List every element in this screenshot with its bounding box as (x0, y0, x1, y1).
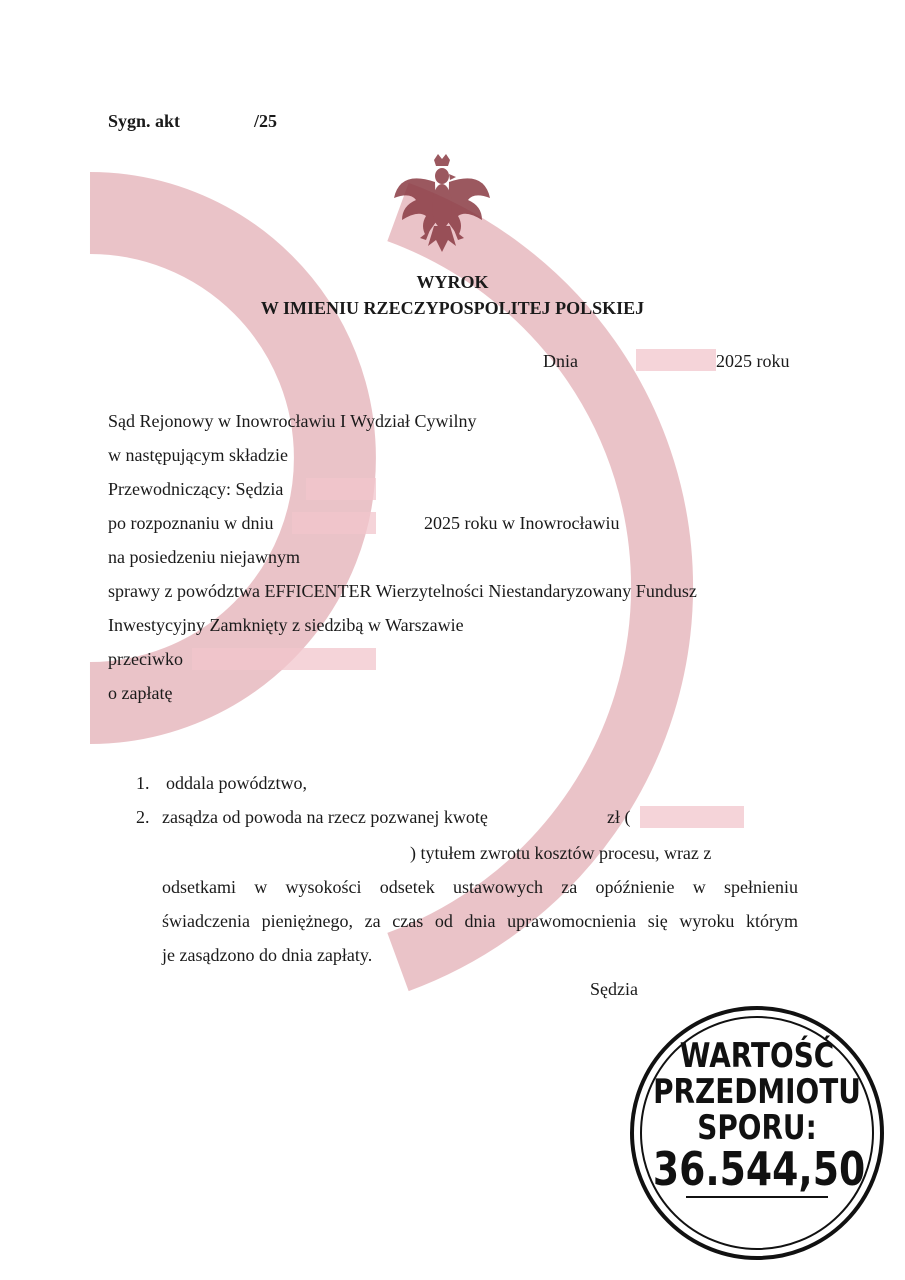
case-signature-suffix: /25 (254, 111, 278, 131)
presiding-judge: Przewodniczący: Sędzia (108, 479, 284, 499)
case-signature-label: Sygn. akt (108, 111, 181, 131)
ruling-1-text: oddala powództwo, (166, 773, 307, 793)
redaction-amount (640, 806, 744, 828)
plaintiff-line1: sprawy z powództwa EFFICENTER Wierzytelności Niestandaryzowany Fundusz (108, 581, 697, 601)
ruling-2-number: 2. (136, 807, 150, 827)
ruling-2-currency: zł ( (607, 807, 631, 827)
court-composition: w następującym składzie (108, 445, 288, 465)
date-prefix: Dnia (543, 351, 578, 371)
redaction-defendant (192, 648, 376, 670)
subject-matter: o zapłatę (108, 683, 173, 703)
stamp-value: 36.544,50 (652, 1142, 866, 1196)
date-suffix: 2025 roku (716, 351, 790, 371)
redaction-date (636, 349, 716, 371)
redaction-judge-name (306, 478, 376, 500)
signature-label: Sędzia (590, 979, 638, 999)
defendant-label: przeciwko (108, 649, 183, 669)
plaintiff-line2: Inwestycyjny Zamknięty z siedzibą w Warszawie (108, 615, 464, 635)
court-name: Sąd Rejonowy w Inowrocławiu I Wydział Cywilny (108, 411, 477, 431)
ruling-2-line3: odsetkami w wysokości odsetek ustawowych za opóźnienie w spełnieniu (162, 877, 798, 897)
hearing-date-suffix: 2025 roku w Inowrocławiu (424, 513, 620, 533)
stamp-line1: WARTOŚĆ (679, 1036, 835, 1076)
polish-eagle-emblem-icon (392, 150, 492, 256)
ruling-2-line2: ) tytułem zwrotu kosztów procesu, wraz z (410, 843, 712, 863)
stamp-line3: SPORU: (697, 1108, 817, 1148)
stamp-line2: PRZEDMIOTU (653, 1072, 861, 1112)
ruling-1-number: 1. (136, 773, 150, 793)
judgment-subtitle: W IMIENIU RZECZYPOSPOLITEJ POLSKIEJ (260, 298, 645, 318)
ruling-2-line1: zasądza od powoda na rzecz pozwanej kwotę (162, 807, 488, 827)
session-type: na posiedzeniu niejawnym (108, 547, 300, 567)
ruling-2-line5: je zasądzono do dnia zapłaty. (162, 945, 373, 965)
judgment-title: WYROK (416, 272, 489, 292)
hearing-date-prefix: po rozpoznaniu w dniu (108, 513, 274, 533)
redaction-hearing-date (292, 512, 376, 534)
ruling-2-line4: świadczenia pieniężnego, za czas od dnia uprawomocnienia się wyroku którym (162, 911, 798, 931)
